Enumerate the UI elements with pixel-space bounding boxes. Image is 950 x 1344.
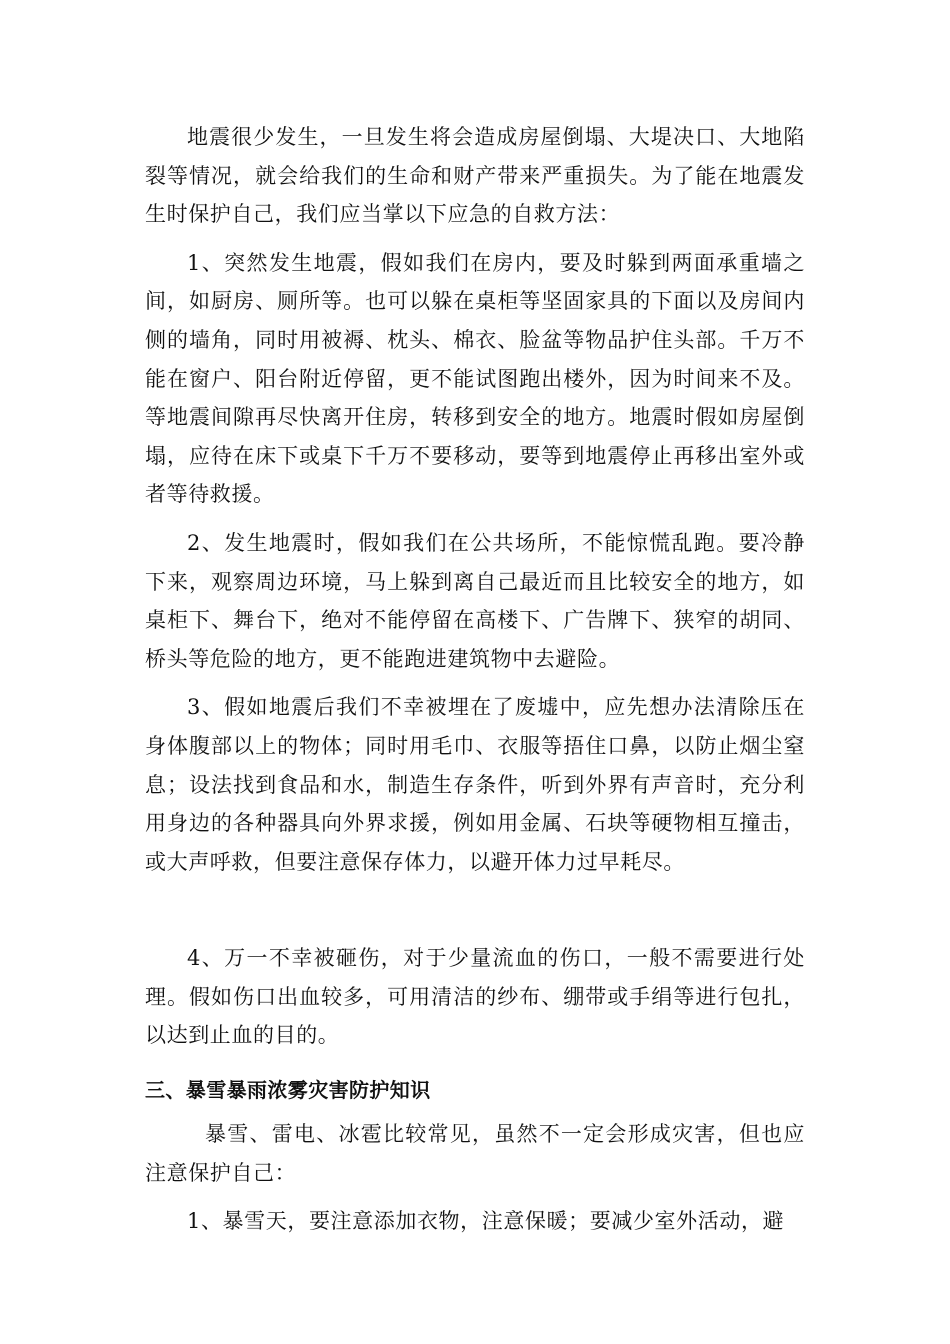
earthquake-tip-3: 3、假如地震后我们不幸被埋在了废墟中，应先想办法清除压在身体腹部以上的物体；同时用毛巾、衣服等捂住口鼻，以防止烟尘窒息；设法找到食品和水，制造生存条件，听到外界有声音时，充分利用身边的各种器具向外界求援，例如用金属、石块等硬物相互撞击，或大声呼救，但要注意保存体力，以避开体力过早耗尽。: [145, 695, 805, 874]
earthquake-tip-2: 2、发生地震时，假如我们在公共场所，不能惊慌乱跑。要冷静下来，观察周边环境，马上躲到离自己最近而且比较安全的地方，如桌柜下、舞台下，绝对不能停留在高楼下、广告牌下、狭窄的胡同、桥头等危险的地方，更不能跑进建筑物中去避险。: [145, 530, 805, 671]
section-heading: 三、暴雪暴雨浓雾灾害防护知识: [145, 1078, 431, 1103]
document-page: [145, 118, 805, 1241]
earthquake-tip-1: 1、突然发生地震，假如我们在房内，要及时躲到两面承重墙之间，如厨房、厕所等。也可以躲在桌柜等坚固家具的下面以及房间内侧的墙角，同时用被褥、枕头、棉衣、脸盆等物品护住头部。千万不能在窗户、阳台附近停留，更不能试图跑出楼外，因为时间来不及。等地震间隙再尽快离开住房，转移到安全的地方。地震时假如房屋倒塌，应待在床下或桌下千万不要移动，要等到地震停止再移出室外或者等待救援。: [145, 250, 805, 507]
earthquake-tip-4: 4、万一不幸被砸伤，对于少量流血的伤口，一般不需要进行处理。假如伤口出血较多，可用清洁的纱布、绷带或手绢等进行包扎，以达到止血的目的。: [145, 946, 805, 1048]
snow-tip-1: 1、暴雪天，要注意添加衣物，注意保暖；要减少室外活动，避: [187, 1209, 785, 1234]
section-intro: 暴雪、雷电、冰雹比较常见，虽然不一定会形成灾害，但也应注意保护自己：: [145, 1122, 805, 1185]
intro-paragraph: 地震很少发生，一旦发生将会造成房屋倒塌、大堤决口、大地陷裂等情况，就会给我们的生命和财产带来严重损失。为了能在地震发生时保护自己，我们应当掌以下应急的自救方法：: [145, 125, 805, 227]
